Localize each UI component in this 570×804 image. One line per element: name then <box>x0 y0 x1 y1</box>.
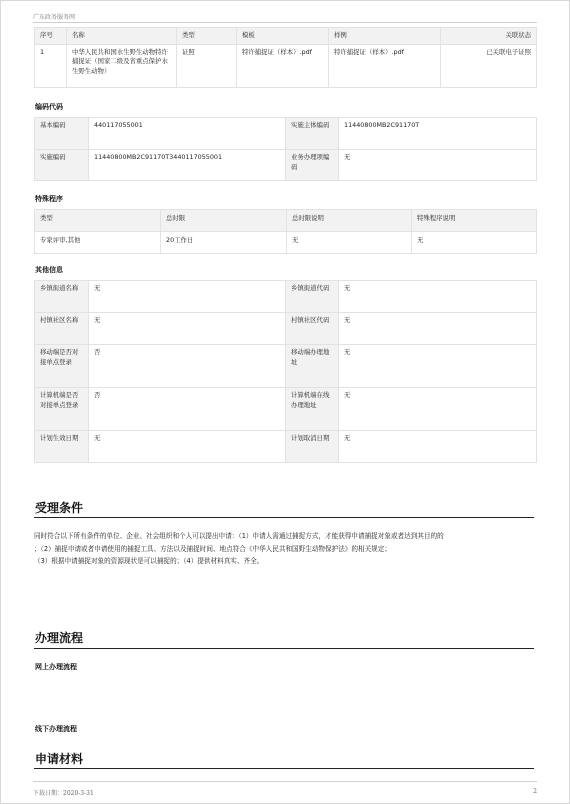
other-info-heading: 其他信息 <box>35 266 63 274</box>
sample-file-link[interactable]: 特许捕捉证（样本）.pdf <box>329 44 441 87</box>
field-label: 乡镇街道代码 <box>286 281 339 313</box>
template-file-link[interactable]: 特许捕捉证（样本）.pdf <box>237 44 329 87</box>
column-header: 类型 <box>35 210 161 232</box>
results-table <box>34 27 537 88</box>
table-row <box>35 232 537 254</box>
table-row <box>35 281 537 313</box>
field-label: 乡镇街道名称 <box>35 281 89 313</box>
site-header: 广东政务服务网 <box>33 14 76 21</box>
acceptance-text <box>34 530 538 568</box>
special-procedure-table <box>34 209 537 254</box>
column-header: 名称 <box>67 28 177 45</box>
results-header-row <box>35 28 537 45</box>
field-label: 村镇社区名称 <box>35 313 89 345</box>
header-divider <box>33 22 537 23</box>
field-value: 无 <box>339 313 537 345</box>
link-status: 已关联电子证照 <box>441 44 537 87</box>
field-value: 无 <box>339 345 537 388</box>
field-value: 440117055001 <box>89 118 286 150</box>
field-value: 无 <box>89 431 286 463</box>
field-label: 实施主体编码 <box>286 118 339 150</box>
field-value: 无 <box>339 281 537 313</box>
special-procedure-heading: 特殊程序 <box>35 195 63 203</box>
materials-divider <box>34 768 534 769</box>
field-label: 移动端办理地址 <box>286 345 339 388</box>
field-value: 无 <box>339 431 537 463</box>
field-label: 基本编码 <box>35 118 89 150</box>
table-row <box>35 313 537 345</box>
online-process-heading: 网上办理流程 <box>35 663 77 671</box>
column-header: 总时限 <box>161 210 287 232</box>
other-info-table <box>34 280 537 463</box>
process-heading: 办理流程 <box>35 631 84 645</box>
table-row <box>35 150 537 181</box>
field-value: 无 <box>339 150 537 181</box>
column-header: 关联状态 <box>441 28 537 45</box>
process-divider <box>34 648 534 649</box>
table-cell: 专家评审,其他 <box>35 232 161 254</box>
field-label: 计算机端是否对接单点登录 <box>35 388 89 431</box>
table-cell: 无 <box>412 232 537 254</box>
field-label: 业务办理项编码 <box>286 150 339 181</box>
row-index: 1 <box>35 44 67 87</box>
offline-process-heading: 线下办理流程 <box>35 725 77 733</box>
table-row <box>35 388 537 431</box>
table-row <box>35 44 537 87</box>
footer-divider <box>33 781 537 782</box>
page-number: 2 <box>533 788 537 795</box>
field-value: 无 <box>89 313 286 345</box>
column-header: 序号 <box>35 28 67 45</box>
license-type: 证照 <box>177 44 237 87</box>
table-row <box>35 345 537 388</box>
column-header: 总时限说明 <box>287 210 412 232</box>
column-header: 模板 <box>237 28 329 45</box>
field-label: 移动端是否对接单点登录 <box>35 345 89 388</box>
field-value: 11440800MB2C91170T3440117055001 <box>89 150 286 181</box>
coding-heading: 编码代码 <box>35 103 63 111</box>
column-header: 特殊程序说明 <box>412 210 537 232</box>
column-header: 样例 <box>329 28 441 45</box>
field-value: 11440800MB2C91170T <box>339 118 537 150</box>
special-header-row <box>35 210 537 232</box>
field-label: 实施编码 <box>35 150 89 181</box>
table-row <box>35 431 537 463</box>
field-value: 无 <box>339 388 537 431</box>
field-label: 计划取消日期 <box>286 431 339 463</box>
acceptance-line: （3）根据申请捕捉对象的资源现状是可以捕捉的；（4）提供材料真实、齐全。 <box>34 557 264 565</box>
acceptance-divider <box>34 517 534 518</box>
field-value: 否 <box>89 345 286 388</box>
field-value: 无 <box>89 281 286 313</box>
download-date: 下载日期：2020-3-31 <box>33 790 94 797</box>
license-name: 中华人民共和国水生野生动物特许捕捉证（国家二级及省重点保护水生野生动物） <box>67 44 177 87</box>
field-label: 计划生效日期 <box>35 431 89 463</box>
field-label: 村镇社区代码 <box>286 313 339 345</box>
table-row <box>35 118 537 150</box>
coding-table <box>34 117 537 181</box>
column-header: 类型 <box>177 28 237 45</box>
field-value: 否 <box>89 388 286 431</box>
field-label: 计算机端在线办理地址 <box>286 388 339 431</box>
table-cell: 20工作日 <box>161 232 287 254</box>
acceptance-heading: 受理条件 <box>35 501 84 515</box>
acceptance-line: 同时符合以下所有条件的单位、企业、社会组织和个人可以提出申请：（1）申请人需通过捕捉方式，才能获得申请捕捉对象或者达到其目的的 <box>34 532 444 540</box>
table-cell: 无 <box>287 232 412 254</box>
materials-heading: 申请材料 <box>35 752 84 766</box>
acceptance-line: ；（2）捕捉申请或者申请使用的捕捉工具、方法以及捕捉时间、地点符合《中华人民共和国野生动物保护法》的相关规定； <box>34 544 391 553</box>
